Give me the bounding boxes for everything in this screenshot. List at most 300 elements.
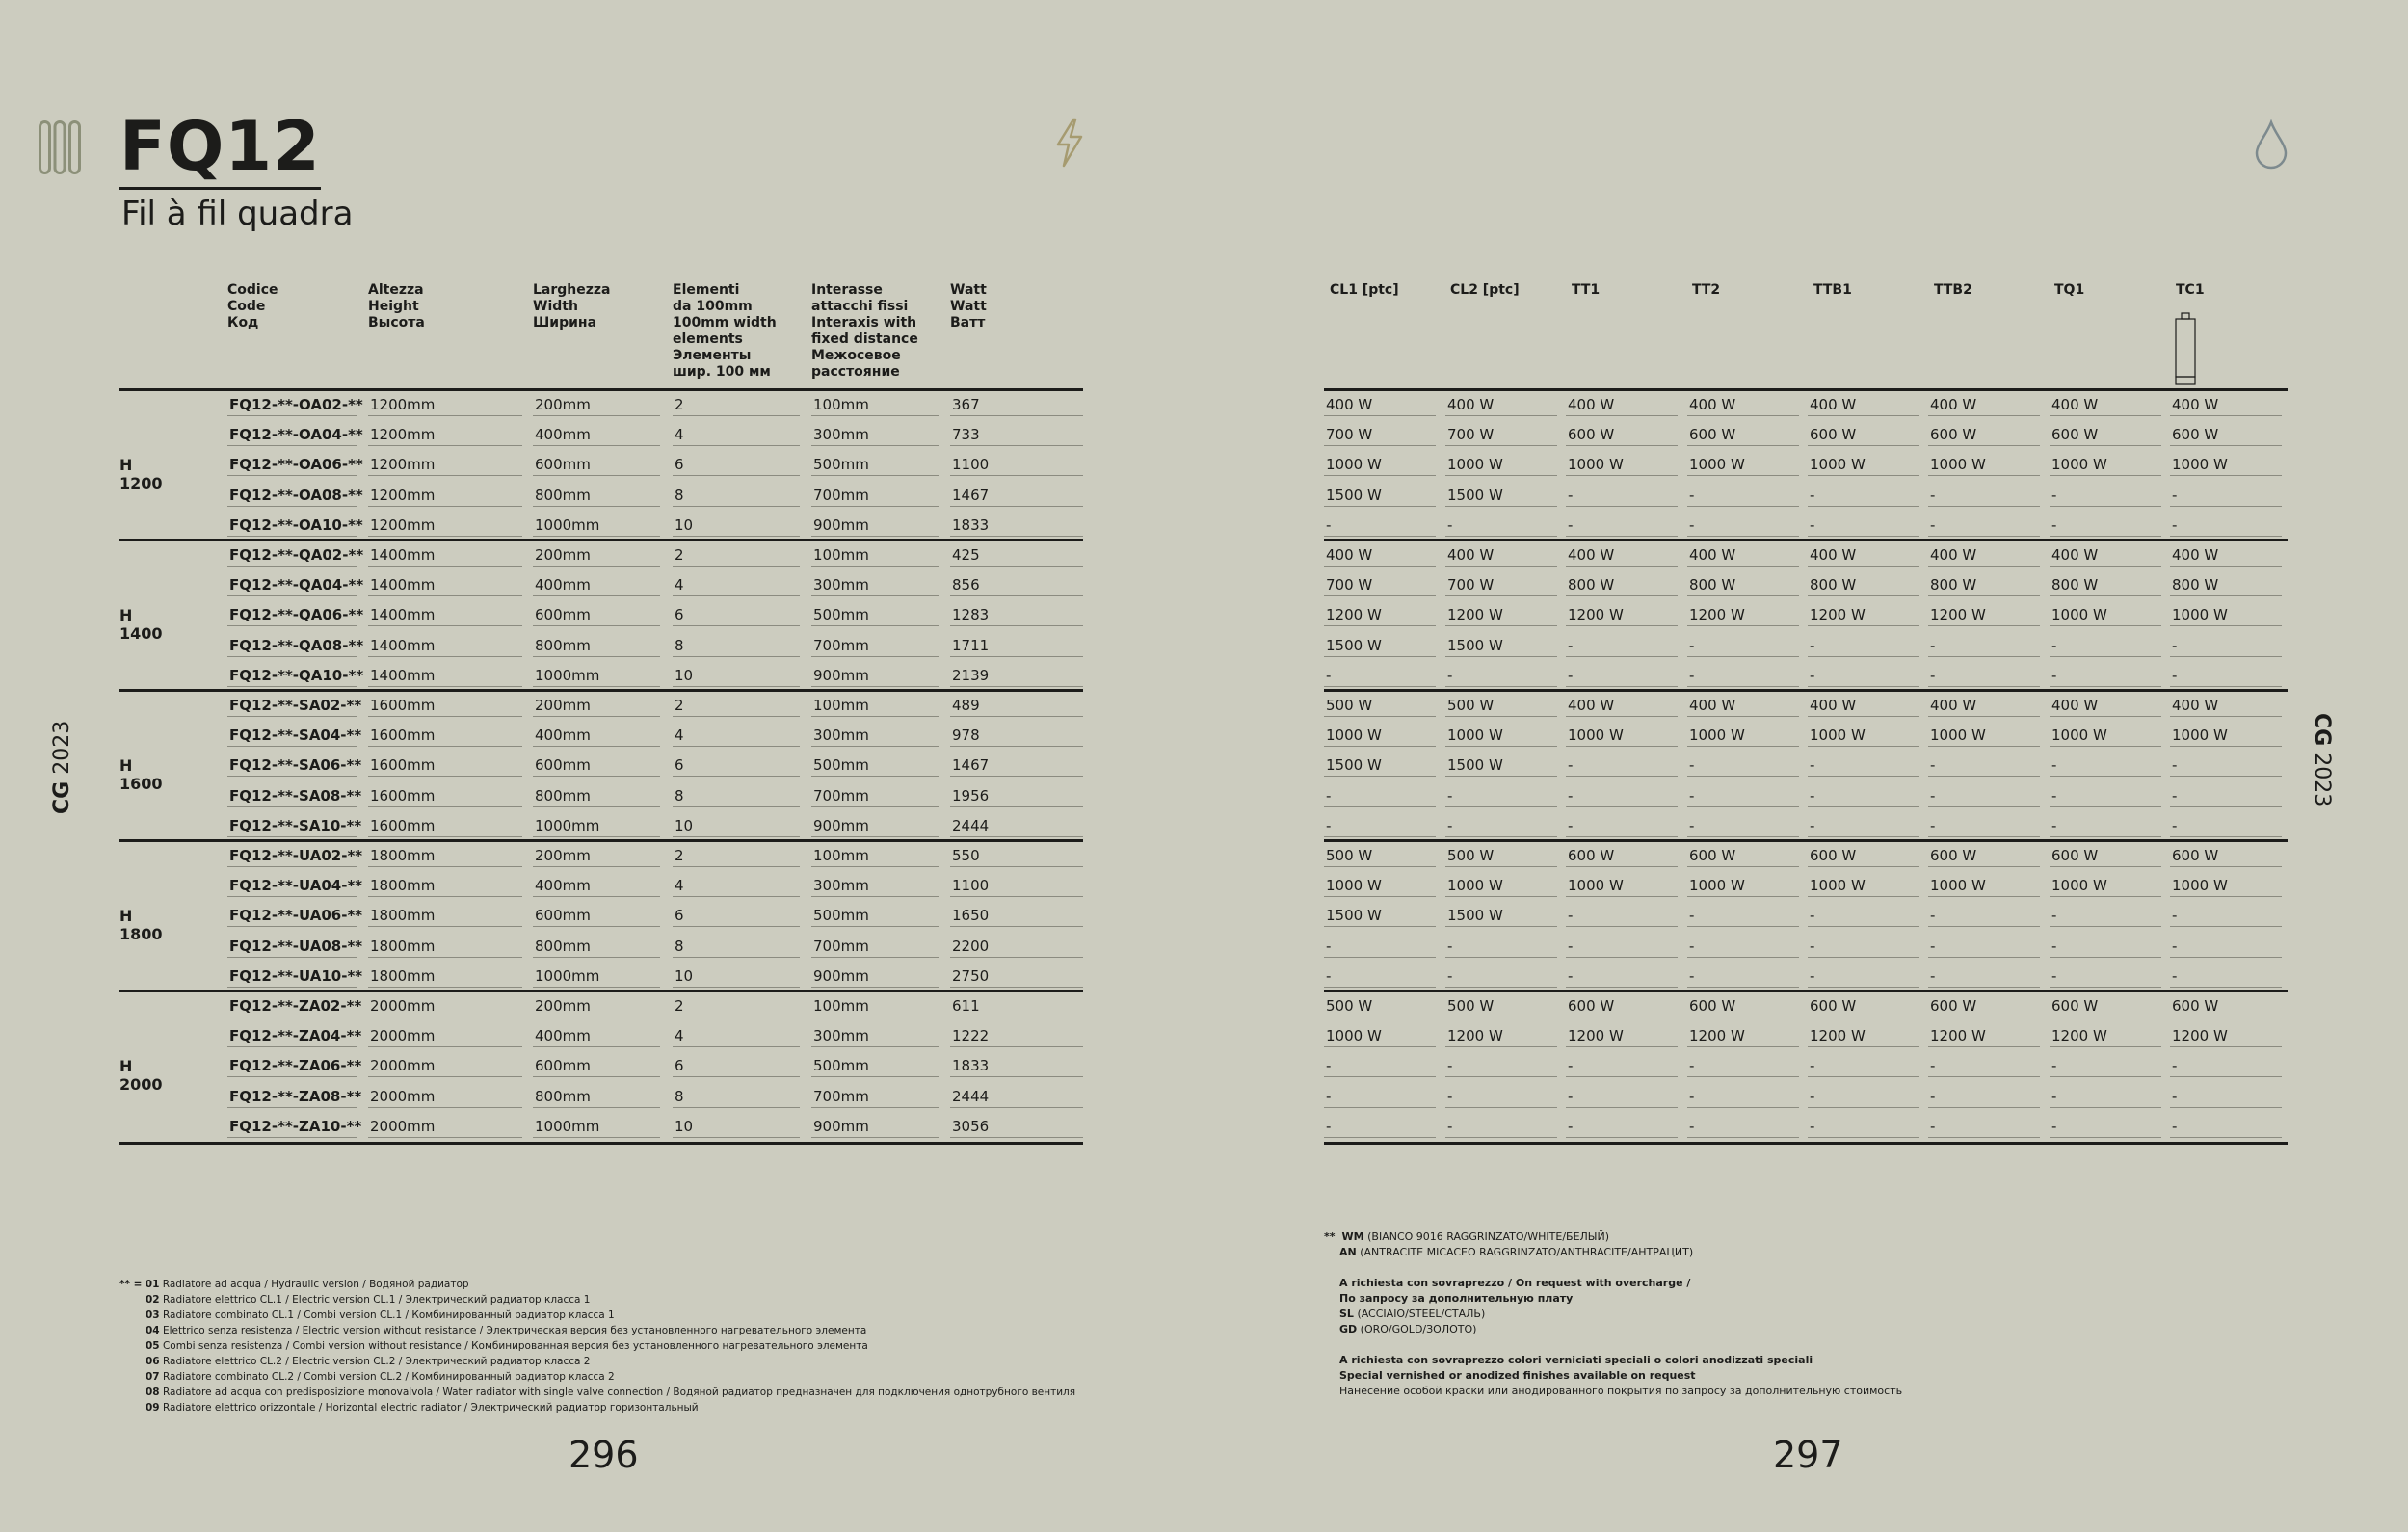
table-cell: 1000 W [1687, 726, 1799, 747]
table-cell: FQ12-**-ZA10-** [227, 1117, 357, 1138]
table-cell: - [1687, 966, 1799, 988]
table-cell: 550 [950, 846, 1083, 867]
table-cell: - [1324, 937, 1436, 958]
table-cell: FQ12-**-OA06-** [227, 455, 357, 476]
table-cell: 300mm [811, 425, 939, 446]
table-cell: - [2050, 755, 2161, 777]
table-cell: 400 W [1445, 545, 1557, 567]
group-divider [1324, 689, 2288, 692]
table-cell: 1500 W [1445, 906, 1557, 927]
finish-wm: ** WM (BIANCO 9016 RAGGRINZATO/WHITE/БЕЛЫЙ) [1324, 1230, 1610, 1243]
table-cell: 6 [673, 755, 800, 777]
table-cell: 500 W [1324, 996, 1436, 1017]
table-cell: - [1566, 1087, 1678, 1108]
height-group-label: H 1800 [119, 907, 163, 943]
table-cell: 1000 W [2170, 876, 2282, 897]
table-cell: 600mm [533, 755, 660, 777]
table-cell: 500mm [811, 755, 939, 777]
side-label-right: CG 2023 [2310, 713, 2334, 807]
table-cell: - [1808, 1087, 1919, 1108]
footnote-item: ** = 01 Radiatore ad acqua / Hydraulic version / Водяной радиатор [119, 1279, 469, 1290]
table-cell: 1000mm [533, 515, 660, 537]
table-cell: 600 W [1687, 996, 1799, 1017]
table-cell: FQ12-**-OA10-** [227, 515, 357, 537]
table-cell: 600 W [1808, 996, 1919, 1017]
radiator-bars-icon [39, 120, 81, 174]
table-cell: 1000 W [1928, 876, 2040, 897]
table-cell: - [2050, 636, 2161, 657]
table-cell: 1200 W [1324, 605, 1436, 626]
table-cell: - [1445, 816, 1557, 837]
column-header-code: Codice Code Код [227, 282, 278, 330]
table-cell: - [2170, 666, 2282, 687]
column-header-interaxis: Interasse attacchi fissi Interaxis with fixed distance Межосевое расстояние [811, 282, 918, 380]
table-cell: - [2170, 786, 2282, 807]
table-cell: 1600mm [368, 816, 522, 837]
table-cell: 1000 W [1808, 876, 1919, 897]
table-cell: 1200mm [368, 515, 522, 537]
table-cell: FQ12-**-UA10-** [227, 966, 357, 988]
table-cell: 400mm [533, 425, 660, 446]
table-cell: 1200 W [1687, 1026, 1799, 1047]
table-cell: 400 W [1566, 545, 1678, 567]
table-cell: - [1445, 666, 1557, 687]
table-cell: - [1445, 515, 1557, 537]
table-cell: 600 W [1566, 846, 1678, 867]
table-cell: 1000 W [1928, 726, 2040, 747]
table-cell: - [1687, 755, 1799, 777]
table-cell: 2444 [950, 816, 1083, 837]
table-cell: 2750 [950, 966, 1083, 988]
table-cell: - [1687, 1117, 1799, 1138]
table-cell: 2000mm [368, 996, 522, 1017]
table-cell: 900mm [811, 666, 939, 687]
table-cell: - [1324, 515, 1436, 537]
table-cell: 600 W [1687, 846, 1799, 867]
table-cell: 400 W [1808, 395, 1919, 416]
table-cell: FQ12-**-OA04-** [227, 425, 357, 446]
table-cell: - [1445, 937, 1557, 958]
table-cell: - [1928, 816, 2040, 837]
table-cell: 200mm [533, 996, 660, 1017]
table-cell: 1200 W [1445, 605, 1557, 626]
table-cell: - [1566, 786, 1678, 807]
table-cell: 1467 [950, 755, 1083, 777]
table-cell: 8 [673, 636, 800, 657]
table-cell: 2 [673, 696, 800, 717]
table-cell: 1000 W [1928, 455, 2040, 476]
table-cell: - [1808, 486, 1919, 507]
table-cell: - [2050, 515, 2161, 537]
column-header-width: Larghezza Width Ширина [533, 282, 611, 330]
table-cell: 1200 W [1808, 605, 1919, 626]
table-cell: 425 [950, 545, 1083, 567]
table-cell: 2 [673, 996, 800, 1017]
footnotes-left [119, 1277, 1075, 1415]
table-cell: 1600mm [368, 696, 522, 717]
table-cell: - [1566, 515, 1678, 537]
table-cell: 400 W [1928, 395, 2040, 416]
table-cell: 1500 W [1324, 906, 1436, 927]
table-cell: 1000 W [2050, 455, 2161, 476]
table-cell: 10 [673, 515, 800, 537]
table-cell: 600mm [533, 906, 660, 927]
table-cell: - [2170, 1117, 2282, 1138]
table-cell: - [1445, 966, 1557, 988]
table-cell: - [2170, 1056, 2282, 1077]
table-cell: - [1808, 906, 1919, 927]
table-cell: - [1566, 755, 1678, 777]
table-cell: - [1324, 666, 1436, 687]
table-cell: 1500 W [1324, 755, 1436, 777]
table-cell: 400 W [2170, 696, 2282, 717]
table-cell: 700mm [811, 786, 939, 807]
table-cell: 600 W [2170, 996, 2282, 1017]
table-cell: 2000mm [368, 1056, 522, 1077]
footnote-item: 07 Radiatore combinato CL.2 / Combi version CL.2 / Комбинированный радиатор класса 2 [146, 1371, 615, 1383]
special-note-it: A richiesta con sovraprezzo colori verniciati speciali o colori anodizzati speciali [1339, 1354, 1813, 1366]
table-cell: 200mm [533, 545, 660, 567]
table-cell: 800 W [1687, 575, 1799, 596]
table-cell: 2200 [950, 937, 1083, 958]
table-cell: 1467 [950, 486, 1083, 507]
footnote-item: 06 Radiatore elettrico CL.2 / Electric version CL.2 / Электрический радиатор класса 2 [146, 1356, 591, 1367]
table-cell: FQ12-**-ZA08-** [227, 1087, 357, 1108]
table-cell: 2 [673, 846, 800, 867]
table-cell: 400 W [1324, 395, 1436, 416]
table-cell: 1000 W [1324, 1026, 1436, 1047]
table-cell: - [1808, 966, 1919, 988]
table-cell: 500 W [1445, 696, 1557, 717]
table-cell: 1600mm [368, 726, 522, 747]
table-cell: 1000 W [1445, 876, 1557, 897]
table-cell: 300mm [811, 876, 939, 897]
table-cell: - [2050, 937, 2161, 958]
table-cell: 1000 W [2170, 605, 2282, 626]
table-cell: - [2170, 515, 2282, 537]
side-label-left: CG 2023 [50, 720, 74, 814]
table-cell: 367 [950, 395, 1083, 416]
table-cell: 733 [950, 425, 1083, 446]
table-cell: 100mm [811, 996, 939, 1017]
water-drop-icon [2253, 119, 2289, 170]
table-cell: 1200 W [1566, 1026, 1678, 1047]
table-cell: FQ12-**-OA02-** [227, 395, 357, 416]
request-note-ru: По запросу за дополнительную плату [1339, 1292, 1574, 1305]
table-cell: 600 W [1808, 846, 1919, 867]
table-cell: 10 [673, 816, 800, 837]
table-cell: 600 W [2050, 996, 2161, 1017]
column-header-elements: Elementi da 100mm 100mm width elements Элементы шир. 100 мм [673, 282, 777, 380]
table-cell: 700mm [811, 937, 939, 958]
table-cell: 10 [673, 966, 800, 988]
table-cell: 600mm [533, 605, 660, 626]
table-cell: 800mm [533, 1087, 660, 1108]
column-header-tt1: TT1 [1572, 282, 1601, 298]
table-cell: 1000 W [1808, 726, 1919, 747]
table-cell: 611 [950, 996, 1083, 1017]
table-cell: FQ12-**-UA02-** [227, 846, 357, 867]
table-cell: 1600mm [368, 786, 522, 807]
table-cell: 400 W [1445, 395, 1557, 416]
table-cell: 1000 W [1687, 455, 1799, 476]
table-cell: - [2050, 1056, 2161, 1077]
table-cell: - [1928, 515, 2040, 537]
table-cell: - [1928, 906, 2040, 927]
table-cell: - [1687, 1056, 1799, 1077]
table-cell: 2139 [950, 666, 1083, 687]
table-cell: 800 W [2050, 575, 2161, 596]
table-cell: 600mm [533, 1056, 660, 1077]
table-cell: 4 [673, 876, 800, 897]
table-cell: 100mm [811, 545, 939, 567]
table-cell: 600 W [1928, 846, 2040, 867]
footnote-item: 04 Elettrico senza resistenza / Electric version without resistance / Электрическая версия без установленного нагревательного элемента [146, 1325, 867, 1336]
group-divider [119, 839, 1083, 842]
table-cell: - [1687, 937, 1799, 958]
table-cell: 400mm [533, 726, 660, 747]
table-cell: 6 [673, 906, 800, 927]
table-cell: 900mm [811, 515, 939, 537]
group-divider [119, 990, 1083, 992]
table-cell: - [1687, 486, 1799, 507]
table-cell: 1200 W [1808, 1026, 1919, 1047]
footnote-item: 09 Radiatore elettrico orizzontale / Horizontal electric radiator / Электрический радиатор горизонтальный [146, 1402, 699, 1413]
table-cell: 2 [673, 545, 800, 567]
table-cell: - [1566, 666, 1678, 687]
table-cell: 400 W [1808, 545, 1919, 567]
table-cell: 300mm [811, 726, 939, 747]
table-cell: - [1687, 666, 1799, 687]
table-cell: 1000mm [533, 666, 660, 687]
finish-an: AN (ANTRACITE MICACEO RAGGRINZATO/ANTHRACITE/АНТРАЦИТ) [1339, 1246, 1694, 1258]
table-cell: 10 [673, 666, 800, 687]
table-cell: 400 W [2050, 545, 2161, 567]
table-cell: - [2050, 906, 2161, 927]
table-cell: - [2170, 906, 2282, 927]
table-cell: - [1808, 666, 1919, 687]
table-cell: - [2050, 786, 2161, 807]
height-group-label: H 2000 [119, 1057, 163, 1094]
table-cell: - [1928, 636, 2040, 657]
table-cell: 1200 W [1566, 605, 1678, 626]
table-cell: 400 W [1324, 545, 1436, 567]
table-cell: FQ12-**-OA08-** [227, 486, 357, 507]
table-bottom-rule [119, 1142, 1083, 1145]
table-cell: - [1566, 1117, 1678, 1138]
table-cell: 400 W [2050, 395, 2161, 416]
table-cell: 900mm [811, 816, 939, 837]
table-cell: - [1324, 786, 1436, 807]
table-cell: 1650 [950, 906, 1083, 927]
table-cell: 400 W [1928, 545, 2040, 567]
group-divider [1324, 990, 2288, 992]
table-cell: - [1566, 906, 1678, 927]
table-cell: - [1808, 937, 1919, 958]
table-cell: 3056 [950, 1117, 1083, 1138]
table-cell: 800 W [1566, 575, 1678, 596]
footnote-item: 02 Radiatore elettrico CL.1 / Electric version CL.1 / Электрический радиатор класса 1 [146, 1294, 591, 1306]
height-group-label: H 1200 [119, 456, 163, 492]
table-cell: FQ12-**-QA02-** [227, 545, 357, 567]
table-cell: 978 [950, 726, 1083, 747]
height-group-label: H 1400 [119, 606, 163, 643]
footnote-item: 03 Radiatore combinato CL.1 / Combi version CL.1 / Комбинированный радиатор класса 1 [146, 1309, 615, 1321]
table-cell: FQ12-**-QA10-** [227, 666, 357, 687]
table-cell: 4 [673, 1026, 800, 1047]
table-cell: 1000 W [2050, 726, 2161, 747]
table-cell: 1200 W [2050, 1026, 2161, 1047]
table-cell: FQ12-**-ZA02-** [227, 996, 357, 1017]
special-note-ru: Нанесение особой краски или анодированного покрытия по запросу за дополнительную стоимость [1339, 1385, 1903, 1397]
table-cell: 1000 W [1324, 876, 1436, 897]
table-cell: 800 W [1808, 575, 1919, 596]
table-cell: - [1445, 1056, 1557, 1077]
table-cell: 1000 W [1445, 455, 1557, 476]
table-cell: 900mm [811, 1117, 939, 1138]
table-cell: 600mm [533, 455, 660, 476]
table-cell: - [1566, 816, 1678, 837]
table-cell: 10 [673, 1117, 800, 1138]
table-cell: 1500 W [1445, 755, 1557, 777]
table-cell: FQ12-**-QA04-** [227, 575, 357, 596]
table-cell: 500 W [1445, 846, 1557, 867]
table-cell: FQ12-**-ZA06-** [227, 1056, 357, 1077]
table-cell: 6 [673, 605, 800, 626]
table-cell: 600 W [1687, 425, 1799, 446]
table-cell: - [1928, 1087, 2040, 1108]
table-cell: FQ12-**-QA06-** [227, 605, 357, 626]
table-cell: FQ12-**-SA10-** [227, 816, 357, 837]
table-cell: 1000 W [2050, 876, 2161, 897]
column-header-ttb1: TTB1 [1813, 282, 1852, 298]
table-cell: 8 [673, 937, 800, 958]
finish-gd: GD (ORO/GOLD/ЗОЛОТО) [1339, 1323, 1477, 1335]
table-cell: 100mm [811, 846, 939, 867]
table-cell: 1200mm [368, 395, 522, 416]
table-cell: 600 W [2050, 846, 2161, 867]
table-cell: - [1445, 786, 1557, 807]
table-cell: 400 W [2170, 395, 2282, 416]
table-cell: 500mm [811, 1056, 939, 1077]
table-cell: 1000mm [533, 816, 660, 837]
table-cell: 600 W [1928, 425, 2040, 446]
table-cell: 1000 W [1687, 876, 1799, 897]
table-cell: 1500 W [1324, 636, 1436, 657]
table-cell: 400 W [2050, 696, 2161, 717]
table-cell: 100mm [811, 395, 939, 416]
table-cell: 1200 W [1687, 605, 1799, 626]
table-cell: 1000 W [1566, 455, 1678, 476]
table-cell: - [1566, 636, 1678, 657]
table-cell: 1500 W [1445, 636, 1557, 657]
table-cell: - [1808, 1056, 1919, 1077]
table-cell: 1200 W [1445, 1026, 1557, 1047]
table-cell: 1000 W [1808, 455, 1919, 476]
table-cell: 1000 W [2170, 726, 2282, 747]
table-cell: 1222 [950, 1026, 1083, 1047]
table-cell: 1800mm [368, 966, 522, 988]
column-header-height: Altezza Height Высота [368, 282, 425, 330]
table-cell: - [1445, 1087, 1557, 1108]
table-cell: 2000mm [368, 1087, 522, 1108]
table-cell: 400 W [1566, 696, 1678, 717]
table-cell: - [1928, 786, 2040, 807]
finish-sl: SL (ACCIAIO/STEEL/СТАЛЬ) [1339, 1307, 1486, 1320]
table-cell: 700 W [1324, 575, 1436, 596]
table-cell: 1800mm [368, 876, 522, 897]
table-cell: 400 W [1928, 696, 2040, 717]
table-cell: 2444 [950, 1087, 1083, 1108]
table-cell: - [1928, 755, 2040, 777]
request-note: A richiesta con sovraprezzo / On request with overcharge / [1339, 1277, 1691, 1289]
table-cell: 800mm [533, 636, 660, 657]
table-cell: 300mm [811, 1026, 939, 1047]
table-cell: 600 W [2170, 846, 2282, 867]
height-group-label: H 1600 [119, 756, 163, 793]
table-cell: 1400mm [368, 636, 522, 657]
table-cell: 1000 W [1445, 726, 1557, 747]
table-cell: - [1687, 906, 1799, 927]
table-cell: 4 [673, 575, 800, 596]
table-cell: 300mm [811, 575, 939, 596]
table-cell: - [2050, 1087, 2161, 1108]
table-cell: FQ12-**-ZA04-** [227, 1026, 357, 1047]
table-cell: 4 [673, 726, 800, 747]
table-cell: - [1687, 786, 1799, 807]
table-cell: - [1687, 636, 1799, 657]
footnote-item: 08 Radiatore ad acqua con predisposizione monovalvola / Water radiator with single valve connection / Водяной радиатор предназначен для подключения однотрубного вентиля [146, 1387, 1076, 1398]
column-header-watt: Watt Watt Ватт [950, 282, 987, 330]
table-cell: - [1928, 666, 2040, 687]
group-divider [119, 388, 1083, 391]
table-cell: 1800mm [368, 846, 522, 867]
table-cell: - [2170, 816, 2282, 837]
heating-element-icon [2174, 312, 2197, 389]
column-header-tt2: TT2 [1692, 282, 1721, 298]
table-cell: - [1324, 816, 1436, 837]
table-cell: 600 W [1928, 996, 2040, 1017]
table-cell: 1000mm [533, 966, 660, 988]
table-cell: 200mm [533, 696, 660, 717]
table-cell: 400 W [2170, 545, 2282, 567]
table-cell: 1500 W [1445, 486, 1557, 507]
table-cell: - [2050, 1117, 2161, 1138]
table-bottom-rule [1324, 1142, 2288, 1145]
table-cell: 800mm [533, 486, 660, 507]
table-cell: - [1928, 1117, 2040, 1138]
table-cell: - [1324, 966, 1436, 988]
table-cell: 1500 W [1324, 486, 1436, 507]
table-cell: - [2050, 816, 2161, 837]
table-cell: - [1928, 937, 2040, 958]
table-cell: 8 [673, 486, 800, 507]
table-cell: 800 W [2170, 575, 2282, 596]
table-cell: - [1808, 786, 1919, 807]
column-header-cl1: CL1 [ptc] [1330, 282, 1399, 298]
table-cell: 8 [673, 786, 800, 807]
table-cell: 800 W [1928, 575, 2040, 596]
table-cell: 1000 W [1324, 455, 1436, 476]
table-cell: - [2170, 1087, 2282, 1108]
table-cell: - [1808, 636, 1919, 657]
table-cell: - [1928, 966, 2040, 988]
table-cell: 2000mm [368, 1117, 522, 1138]
table-cell: 200mm [533, 846, 660, 867]
table-cell: 700 W [1445, 425, 1557, 446]
table-cell: - [2170, 755, 2282, 777]
table-cell: 700mm [811, 636, 939, 657]
